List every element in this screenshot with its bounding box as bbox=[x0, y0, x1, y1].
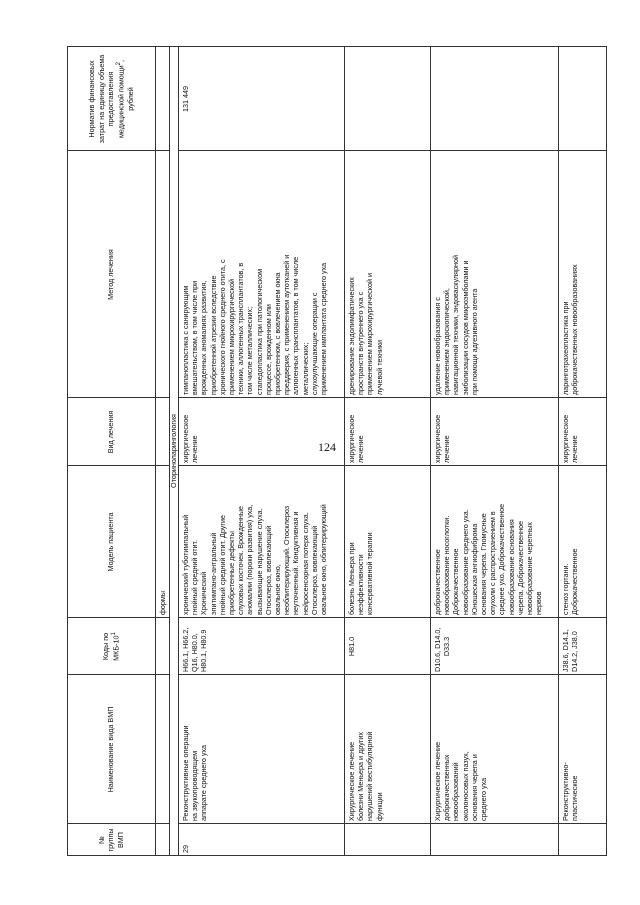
text-line: болезнь Меньера при bbox=[347, 542, 356, 615]
text-line: хирургическое bbox=[347, 414, 356, 463]
text-line: хирургическое bbox=[433, 414, 442, 463]
row-4-num bbox=[558, 824, 606, 856]
row-3-name bbox=[430, 675, 558, 824]
text-line: хирургическое bbox=[561, 414, 570, 463]
text-line: необлитерирующий. Отосклероз bbox=[282, 505, 292, 615]
text-line: H80.1, H80.9 bbox=[199, 629, 209, 672]
text-line: овальное окно, bbox=[273, 564, 283, 615]
text-line: новообразование среднего уха. bbox=[460, 509, 470, 615]
header-name: Наименование вида ВМП bbox=[106, 706, 116, 793]
text-line: J38.6, D14.1, bbox=[561, 629, 570, 672]
text-line: применением микрохирургической и bbox=[365, 272, 375, 395]
table-grid bbox=[67, 46, 607, 856]
text-line: аномалии (пороки развития) уха, bbox=[245, 504, 255, 615]
row-4-norm bbox=[558, 47, 606, 151]
text-line: околоносовых пазух, bbox=[460, 751, 470, 821]
text-line: функции bbox=[374, 792, 384, 821]
text-line: опухоли с распространением в bbox=[488, 511, 498, 615]
text-line: Юношеская ангиофиброма bbox=[469, 523, 479, 615]
row-1-num: 29 bbox=[181, 845, 190, 853]
page-number: 124 bbox=[318, 440, 336, 454]
row-4-name bbox=[558, 675, 606, 824]
text-line: основания черепа. Гломусные bbox=[479, 513, 489, 615]
text-line: Отосклероз, вовлекающий bbox=[263, 525, 273, 615]
text-line: Хронический bbox=[199, 571, 209, 615]
text-line: D10.6, D14.0, bbox=[433, 627, 442, 672]
text-line: доброкачественных bbox=[442, 754, 452, 821]
text-line: стеноз гортани. bbox=[561, 563, 570, 615]
text-line: неэффективности bbox=[356, 554, 366, 615]
text-line: преддверия, с применением аутотканей и bbox=[282, 254, 292, 395]
text-line: приобретенной атрезии вследствие bbox=[208, 275, 218, 395]
text-line: гнойный средний отит. Другие bbox=[217, 514, 227, 615]
text-line: Реконструктивно- bbox=[561, 762, 570, 821]
row-1-type bbox=[178, 398, 344, 466]
text-line: нейросенсорная потеря слуха. bbox=[300, 512, 310, 615]
text-line: Отосклероз, вовлекающий bbox=[309, 525, 319, 615]
text-line: H66.1, H66.2, bbox=[181, 627, 190, 672]
text-line: хронического гнойного среднего отита, с bbox=[217, 259, 227, 395]
row-4-type bbox=[558, 398, 606, 466]
header-norm-text: Норматив финансовых затрат на единицу объема предоставления медицинской помощи bbox=[87, 54, 126, 144]
text-line: металлических; bbox=[300, 342, 310, 395]
text-line: стапедопластика при патологическом bbox=[254, 268, 264, 395]
text-line: гнойный средний отит. bbox=[190, 539, 200, 615]
row-3-model bbox=[430, 466, 558, 618]
text-line: при помощи адгезивного агента bbox=[469, 288, 479, 395]
border-bottom bbox=[606, 46, 607, 856]
text-line: болезни Меньера и других bbox=[356, 732, 366, 821]
header-norm bbox=[67, 47, 155, 151]
header-codes bbox=[67, 618, 155, 675]
row-2-num bbox=[344, 824, 430, 856]
text-line: H81.0 bbox=[347, 636, 356, 657]
text-line: слуховых косточек. Врожденные bbox=[236, 505, 246, 615]
text-line: удаление новообразования с bbox=[433, 297, 442, 395]
row-2-name bbox=[344, 675, 430, 824]
text-line: неуточненный. Кондуктивная и bbox=[291, 511, 301, 615]
text-line: Реконструктивные операции bbox=[181, 725, 190, 821]
text-line: среднее ухо. Доброкачественное bbox=[497, 503, 507, 615]
text-line: ларинготрахеопластика при bbox=[561, 301, 570, 395]
text-line: на звукопроводящем bbox=[190, 750, 200, 821]
text-line: лучевой техники bbox=[374, 339, 384, 395]
header-type: Вид лечения bbox=[106, 410, 116, 454]
text-line: Q16, H80.0, bbox=[190, 633, 200, 672]
row-2-codes bbox=[344, 618, 430, 675]
text-line: навигационной техники, эндоваскулярной bbox=[451, 254, 461, 395]
text-line: тимпанопластика с санирующим bbox=[181, 285, 190, 395]
text-line: нарушений вестибулярной bbox=[365, 731, 375, 821]
text-line: врожденных аномалиях развития, bbox=[199, 280, 209, 395]
text-line: основания черепа и bbox=[469, 754, 479, 821]
text-line: новообразование носоглотки. bbox=[442, 515, 452, 615]
text-line: приобретенные дефекты bbox=[227, 531, 237, 615]
text-line: хирургическое bbox=[181, 414, 190, 463]
row-1-name bbox=[178, 675, 344, 824]
text-line: аллогенных трансплантатов, в том числе bbox=[291, 256, 301, 395]
rotated-table bbox=[67, 46, 607, 856]
text-line: D33.3 bbox=[442, 636, 452, 657]
row-1-model bbox=[178, 466, 344, 618]
text-line: Доброкачественное bbox=[451, 548, 461, 615]
text-line: лечение bbox=[190, 435, 200, 463]
text-line: черепа. Доброкачественное bbox=[515, 520, 525, 615]
row-2-method bbox=[344, 151, 430, 398]
header-norm-unit: , рублей bbox=[116, 59, 135, 111]
text-line: применением имплантата среднего уха bbox=[319, 262, 329, 395]
row-2-type bbox=[344, 398, 430, 466]
text-line: том числе металлических; bbox=[245, 306, 255, 395]
row-1-method bbox=[178, 151, 344, 398]
text-line: приобретенном, с вовлечением окна bbox=[273, 272, 283, 395]
row-1-norm: 131 449 bbox=[181, 86, 190, 112]
text-line: хронический туботимпальный bbox=[181, 514, 190, 615]
text-line: техники, аллогенных трансплантатов, в bbox=[236, 262, 246, 395]
text-line: эпитимпано-антральный bbox=[208, 532, 218, 615]
header-method: Метод лечения bbox=[106, 249, 116, 300]
text-line: новообразование основания bbox=[506, 519, 516, 615]
text-line: овальное окно, облитерирующий bbox=[319, 504, 329, 615]
row-3-method bbox=[430, 151, 558, 398]
text-line: нервов bbox=[534, 591, 544, 615]
text-line: вызывающие нарушение слуха. bbox=[254, 508, 264, 615]
text-line: новообразований bbox=[451, 762, 461, 821]
row-4-method bbox=[558, 151, 606, 398]
row-3-num bbox=[430, 824, 558, 856]
text-line: пластическое bbox=[570, 775, 580, 821]
row-3-codes bbox=[430, 618, 558, 675]
row-1-codes bbox=[178, 618, 344, 675]
text-line: применением микрохирургической bbox=[227, 279, 237, 395]
text-line: лечение bbox=[442, 435, 452, 463]
header-norm-sup: 2 bbox=[115, 61, 122, 66]
header-divider bbox=[155, 46, 156, 856]
header-codes-sup: 1 bbox=[111, 632, 118, 636]
row-2-norm bbox=[344, 47, 430, 151]
text-line: Хирургическое лечение bbox=[347, 741, 356, 821]
text-line: лечение bbox=[356, 435, 366, 463]
text-line: процессе, врожденном или bbox=[263, 304, 273, 395]
header-model: Модель пациента bbox=[106, 512, 116, 572]
text-line: вмешательством, в том числе при bbox=[190, 280, 200, 395]
text-line: доброкачественных новообразованиях bbox=[570, 264, 580, 395]
text-line: аппарате среднего уха bbox=[199, 745, 209, 821]
text-line: консервативной терапии bbox=[365, 532, 375, 615]
section-title: Оториноларингология bbox=[169, 414, 178, 488]
text-line: доброкачественное bbox=[433, 549, 442, 615]
text-line: применением эндоскопической, bbox=[442, 288, 452, 395]
text-line: дренирование эндолимфатических bbox=[347, 277, 356, 395]
text-line: Доброкачественное bbox=[570, 548, 580, 615]
row-4-model bbox=[558, 466, 606, 618]
row-3-type bbox=[430, 398, 558, 466]
text-line: Хирургическое лечение bbox=[433, 741, 442, 821]
text-line: слухоулучшающие операции с bbox=[309, 292, 319, 395]
text-line: среднего уха bbox=[479, 777, 489, 821]
row-3-norm bbox=[430, 47, 558, 151]
header-group-no: № группы ВМП bbox=[97, 828, 125, 852]
text-line: D14.2, J38.0 bbox=[570, 631, 580, 672]
row-4-codes bbox=[558, 618, 606, 675]
continuation-text: формы bbox=[158, 590, 167, 615]
header-codes-text: Коды по МКБ-10 bbox=[101, 632, 121, 661]
text-line: эмболизации сосудов микроэмболами и bbox=[460, 260, 470, 395]
text-line: пространств внутреннего уха с bbox=[356, 291, 366, 395]
text-line: новообразование черепных bbox=[525, 521, 535, 615]
row-2-model bbox=[344, 466, 430, 618]
text-line: лечение bbox=[570, 435, 580, 463]
